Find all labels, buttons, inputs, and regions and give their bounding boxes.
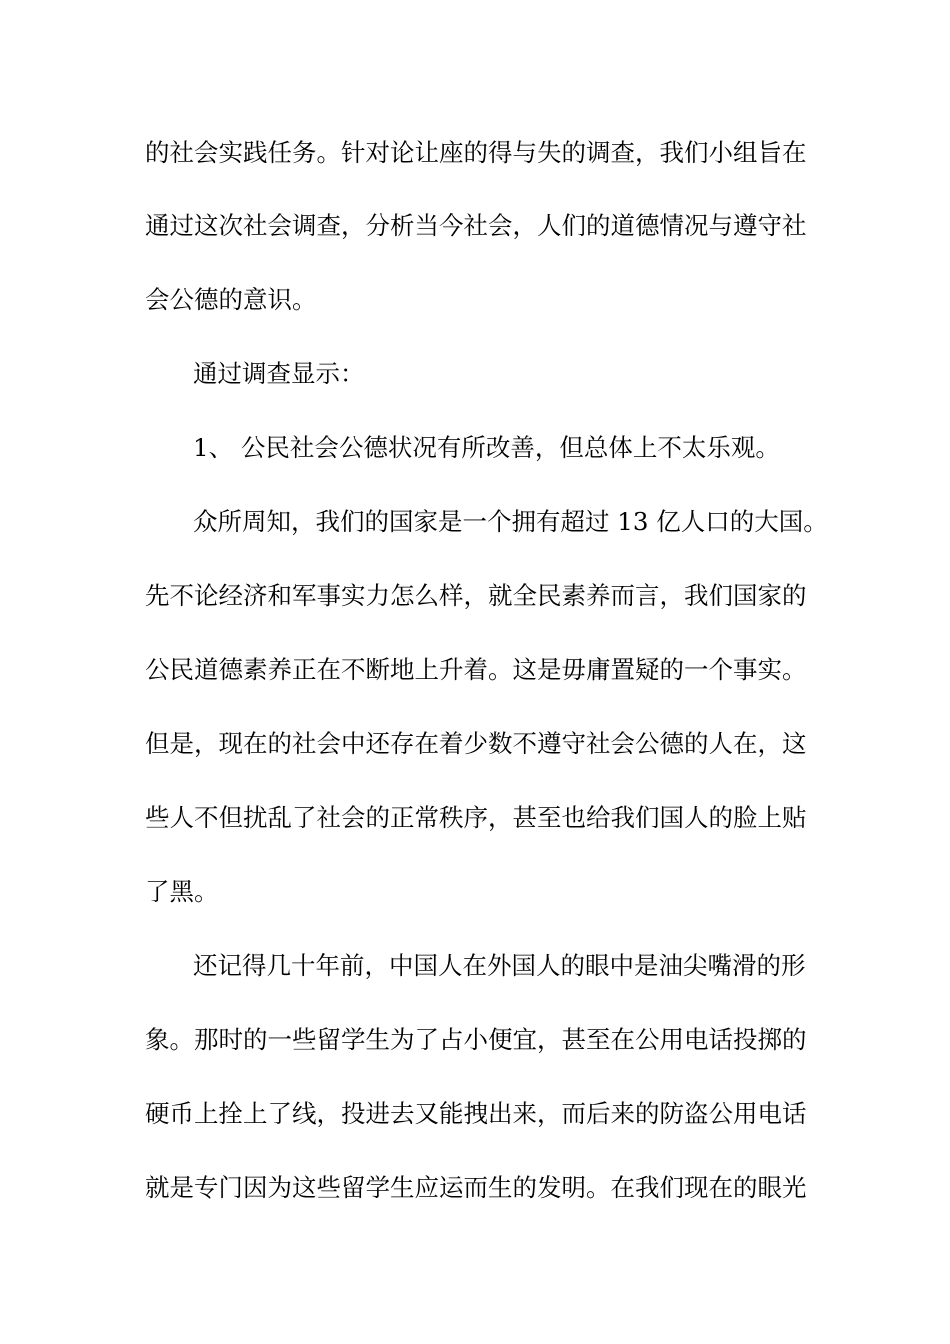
text-line: 些人不但扰乱了社会的正常秩序，甚至也给我们国人的脸上贴 (145, 803, 807, 832)
text-line: 先不论经济和军事实力怎么样，就全民素养而言，我们国家的 (145, 581, 807, 610)
text-line: 但是，现在的社会中还存在着少数不遵守社会公德的人在，这 (145, 729, 807, 758)
text-line: 了黑。 (145, 877, 219, 906)
text-line: 公民道德素养正在不断地上升着。这是毋庸置疑的一个事实。 (145, 655, 807, 684)
list-item: 1、 公民社会公德状况有所改善，但总体上不太乐观。 (193, 433, 780, 462)
text-line: 硬币上拴上了线，投进去又能拽出来，而后来的防盗公用电话 (145, 1099, 807, 1128)
text-line: 象。那时的一些留学生为了占小便宜，甚至在公用电话投掷的 (145, 1025, 807, 1054)
text-line: 众所周知，我们的国家是一个拥有超过 13 亿人口的大国。 (193, 507, 828, 536)
text-line: 通过调查显示： (193, 359, 365, 388)
text-line: 就是专门因为这些留学生应运而生的发明。在我们现在的眼光 (145, 1173, 807, 1202)
text-line: 会公德的意识。 (145, 285, 317, 314)
text-line: 的社会实践任务。针对论让座的得与失的调查，我们小组旨在 (145, 138, 807, 167)
text-line: 还记得几十年前，中国人在外国人的眼中是油尖嘴滑的形 (193, 951, 806, 980)
text-line: 通过这次社会调查，分析当今社会，人们的道德情况与遵守社 (145, 211, 807, 240)
